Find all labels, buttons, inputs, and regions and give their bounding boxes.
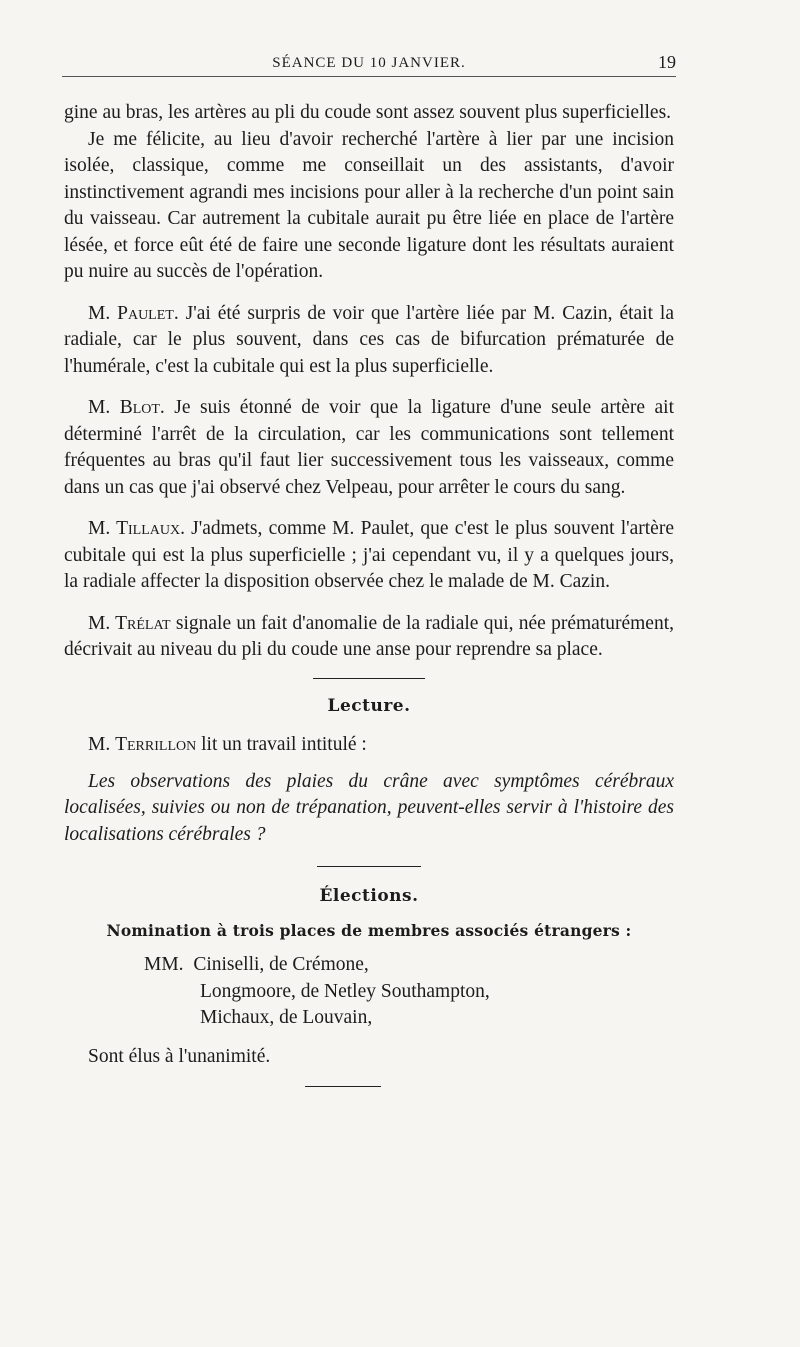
speaker-blot: M. Blot. [88, 397, 165, 418]
speaker-trelat: M. Trélat [88, 612, 171, 634]
paragraph-tillaux [64, 516, 674, 596]
lecture-title: Les observations des plaies du crâne avec symptômes cérébraux localisées, suivies ou non de trépanation, peuvent-elles servir à l'histoire des localisations cérébrales ? [64, 770, 674, 845]
section-divider [305, 1086, 381, 1087]
speaker-tillaux: M. Tillaux. [88, 518, 185, 539]
member-name: Longmoore, de Netley Southampton, [200, 980, 490, 1002]
elections-heading: Élections. [319, 886, 419, 906]
paulet-remarks: J'ai été surpris de voir que l'artère liée par M. Cazin, était la radiale, car le plus souvent, dans ces cas de bifurcation prématurée de l'humérale, c'est la cubitale qui est la plus superficielle. [64, 302, 674, 377]
paragraph-terrillon [64, 732, 674, 759]
lecture-heading: Lecture. [327, 695, 411, 716]
section-divider [317, 866, 421, 867]
speaker-terrillon: Terrillon [115, 734, 197, 755]
elected-members-list [144, 952, 674, 1032]
nomination-heading: Nomination à trois places de membres associés étrangers : [106, 920, 632, 940]
election-result: Sont élus à l'unanimité. [88, 1045, 271, 1067]
body-text [64, 100, 674, 1087]
page-number: 19 [658, 52, 676, 72]
paragraph-paulet [64, 301, 674, 381]
paragraph-continuation: gine au bras, les artères au pli du coude sont assez souvent plus superficielles. [64, 102, 672, 123]
member-entry [144, 952, 674, 979]
trelat-remarks: signale un fait d'anomalie de la radiale qui, née prématurément, décrivait au niveau du pli du coude une anse pour reprendre sa place. [64, 612, 674, 660]
tillaux-remarks: J'admets, comme M. Paulet, que c'est le plus souvent l'artère cubitale qui est la plus superficielle ; j'ai cependant vu, il y a quelques jours, la radiale affecter la disposition observée chez le malade de M. Cazin. [64, 518, 674, 592]
paragraph-cazin-remarks: Je me félicite, au lieu d'avoir recherché l'artère à lier par une incision isolée, classique, comme me conseillait un des assistants, d'avoir instinctivement agrandi mes incisions pour aller à la recherche d'un point sain du vaisseau. Car autrement la cubitale aurait pu être liée en place de l'artère lésée, et force eût été de faire une seconde ligature dont les résultats auraient pu nuire au succès de l'opération. [64, 128, 674, 282]
terrillon-prefix: M. [88, 734, 116, 755]
blot-remarks: Je suis étonné de voir que la ligature d'une seule artère ait déterminé l'arrêt de la circulation, car les communications sont tellement fréquentes au bras qu'il faut lier successivement tous les vaisseaux, comme dans un cas que j'ai observé chez Velpeau, pour arrêter le cours du sang. [64, 397, 675, 498]
section-divider [313, 678, 425, 679]
member-name: Ciniselli, de Crémone, [193, 954, 369, 975]
terrillon-remarks: lit un travail intitulé : [196, 734, 367, 755]
speaker-paulet: M. Paulet. [88, 302, 179, 324]
paragraph-blot [64, 395, 674, 501]
member-name: Michaux, de Louvain, [200, 1007, 373, 1028]
running-header [62, 50, 676, 77]
member-entry [144, 979, 674, 1006]
paragraph-trelat [64, 611, 674, 664]
member-entry [144, 1005, 674, 1032]
members-prefix: MM. [144, 954, 184, 975]
running-title: SÉANCE DU 10 JANVIER. [272, 55, 466, 71]
